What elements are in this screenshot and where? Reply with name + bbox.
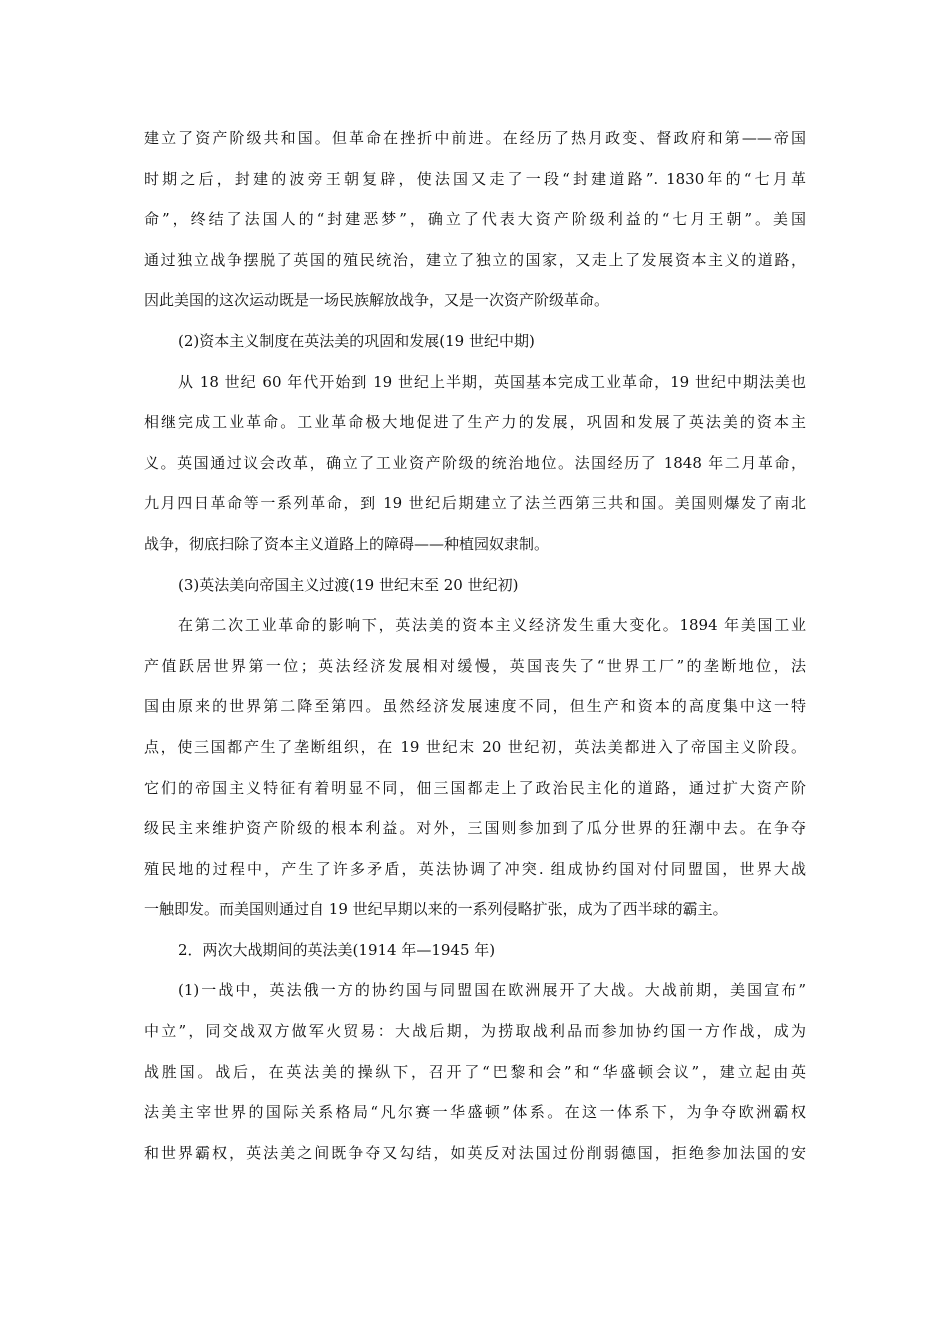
document-body	[144, 118, 806, 1173]
text-line: 级民主来维护资产阶级的根本利益。对外，三国则参加到了瓜分世界的狂潮中去。在争夺	[144, 819, 806, 838]
text-line: (1)一战中，英法俄一方的协约国与同盟国在欧洲展开了大战。大战前期，美国宣布”	[178, 981, 806, 1000]
text-line: 相继完成工业革命。工业革命极大地促进了生产力的发展，巩固和发展了英法美的资本主	[144, 413, 806, 432]
text-line: 在第二次工业革命的影响下，英法美的资本主义经济发生重大变化。1894 年美国工业	[178, 616, 806, 635]
text-line: 九月四日革命等一系列革命，到 19 世纪后期建立了法兰西第三共和国。美国则爆发了南北	[144, 494, 806, 513]
text-line: 和世界霸权，英法美之间既争夺又勾结，如英反对法国过份削弱德国，拒绝参加法国的安	[144, 1143, 806, 1162]
text-line: 因此美国的这次运动既是一场民族解放战争，又是一次资产阶级革命。	[144, 291, 610, 310]
text-line: 通过独立战争摆脱了英国的殖民统治，建立了独立的国家，又走上了发展资本主义的道路，	[144, 250, 806, 269]
section-heading: 2．两次大战期间的英法美(1914 年—1945 年)	[178, 940, 496, 959]
text-line: 殖民地的过程中，产生了许多矛盾，英法协调了冲突. 组成协约国对付同盟国，世界大战	[144, 859, 806, 878]
text-line: 国由原来的世界第二降至第四。虽然经济发展速度不同，但生产和资本的高度集中这一特	[144, 697, 806, 716]
text-line: 产值跃居世界第一位；英法经济发展相对缓慢，英国丧失了“世界工厂”的垄断地位，法	[144, 656, 806, 675]
section-heading: (2)资本主义制度在英法美的巩固和发展(19 世纪中期)	[178, 331, 535, 350]
text-line: 命”，终结了法国人的“封建恶梦”，确立了代表大资产阶级利益的“七月王朝”。美国	[144, 210, 806, 229]
text-line: 建立了资产阶级共和国。但革命在挫折中前进。在经历了热月政变、督政府和第——帝国	[144, 129, 806, 147]
text-line: 时期之后，封建的波旁王朝复辟，使法国又走了一段“封建道路”. 1830年的“七月革	[144, 169, 806, 188]
text-line: 义。英国通过议会改革，确立了工业资产阶级的统治地位。法国经历了 1848 年二月革命，	[144, 453, 806, 472]
text-line: 法美主宰世界的国际关系格局“凡尔赛一华盛顿”体系。在这一体系下，为争夺欧洲霸权	[144, 1103, 806, 1122]
text-line: 战争，彻底扫除了资本主义道路上的障碍——种植园奴隶制。	[144, 534, 550, 553]
text-line: 战胜国。战后，在英法美的操纵下，召开了“巴黎和会”和“华盛顿会议”，建立起由英	[144, 1062, 806, 1081]
section-heading: (3)英法美向帝国主义过渡(19 世纪末至 20 世纪初)	[178, 575, 519, 594]
text-line: 点，使三国都产生了垄断组织，在 19 世纪末 20 世纪初，英法美都进入了帝国主义阶段。	[144, 737, 806, 756]
text-line: 它们的帝国主义特征有着明显不同，佃三国都走上了政治民主化的道路，通过扩大资产阶	[144, 778, 806, 797]
text-line: 从 18 世纪 60 年代开始到 19 世纪上半期，英国基本完成工业革命，19 世纪中期法美也	[178, 372, 806, 391]
text-line: 一触即发。而美国则通过自 19 世纪早期以来的一系列侵略扩张，成为了西半球的霸主。	[144, 900, 728, 919]
text-line: 中立”，同交战双方做军火贸易：大战后期，为捞取战利品而参加协约国一方作战，成为	[144, 1022, 806, 1041]
